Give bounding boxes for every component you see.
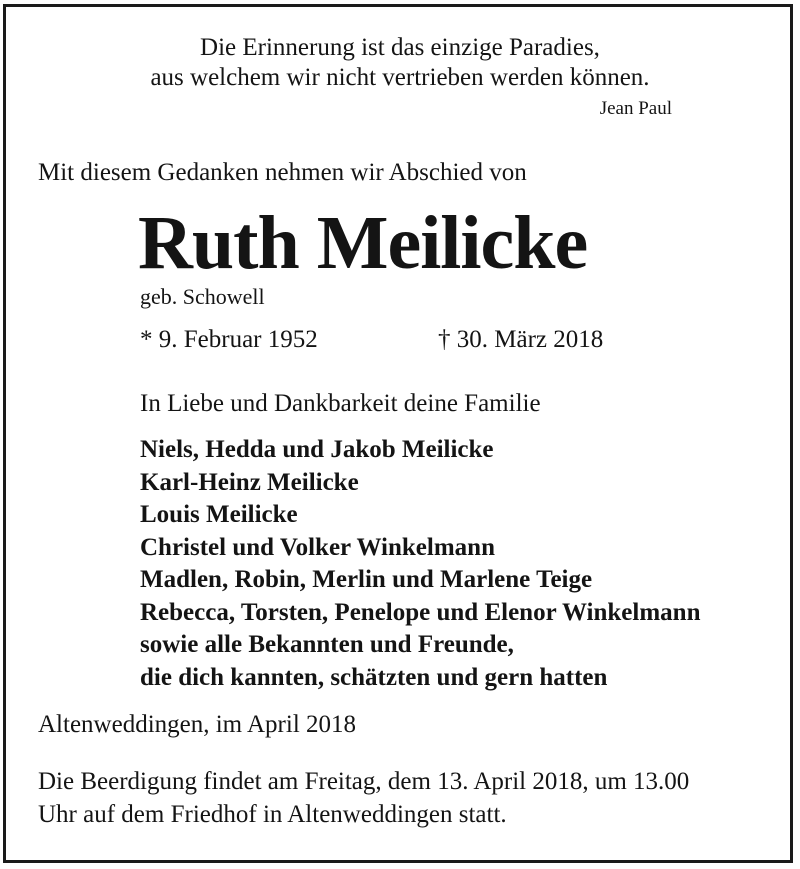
- quote-author: Jean Paul: [599, 98, 672, 119]
- family-member: Christel und Volker Winkelmann: [140, 533, 495, 561]
- family-member: die dich kannten, schätzten und gern hatten: [140, 663, 608, 691]
- quote-line-2: aus welchem wir nicht vertrieben werden können.: [150, 64, 650, 91]
- funeral-notice: [38, 765, 689, 831]
- family-member: Louis Meilicke: [140, 501, 298, 528]
- family-member: Niels, Hedda und Jakob Meilicke: [140, 436, 494, 463]
- funeral-line-2: Uhr auf dem Friedhof in Altenweddingen statt.: [38, 801, 507, 828]
- family-member: Madlen, Robin, Merlin und Marlene Teige: [140, 566, 593, 593]
- family-member: Karl-Heinz Meilicke: [140, 468, 359, 496]
- family-member: sowie alle Bekannten und Freunde,: [140, 631, 514, 658]
- maiden-name: geb. Schowell: [140, 284, 265, 309]
- family-members-list: [140, 434, 701, 694]
- intro-text: Mit diesem Gedanken nehmen wir Abschied von: [38, 159, 527, 186]
- family-intro: In Liebe und Dankbarkeit deine Familie: [140, 390, 541, 417]
- death-date: † 30. März 2018: [438, 326, 604, 353]
- place-date: Altenweddingen, im April 2018: [38, 711, 357, 738]
- quote-line-1: Die Erinnerung ist das einzige Paradies,: [200, 34, 600, 61]
- funeral-line-1: Die Beerdigung findet am Freitag, dem 13. April 2018, um 13.00: [38, 768, 690, 795]
- birth-date: * 9. Februar 1952: [140, 326, 318, 353]
- family-member: Rebecca, Torsten, Penelope und Elenor Winkelmann: [140, 598, 701, 626]
- deceased-name: Ruth Meilicke: [138, 201, 588, 285]
